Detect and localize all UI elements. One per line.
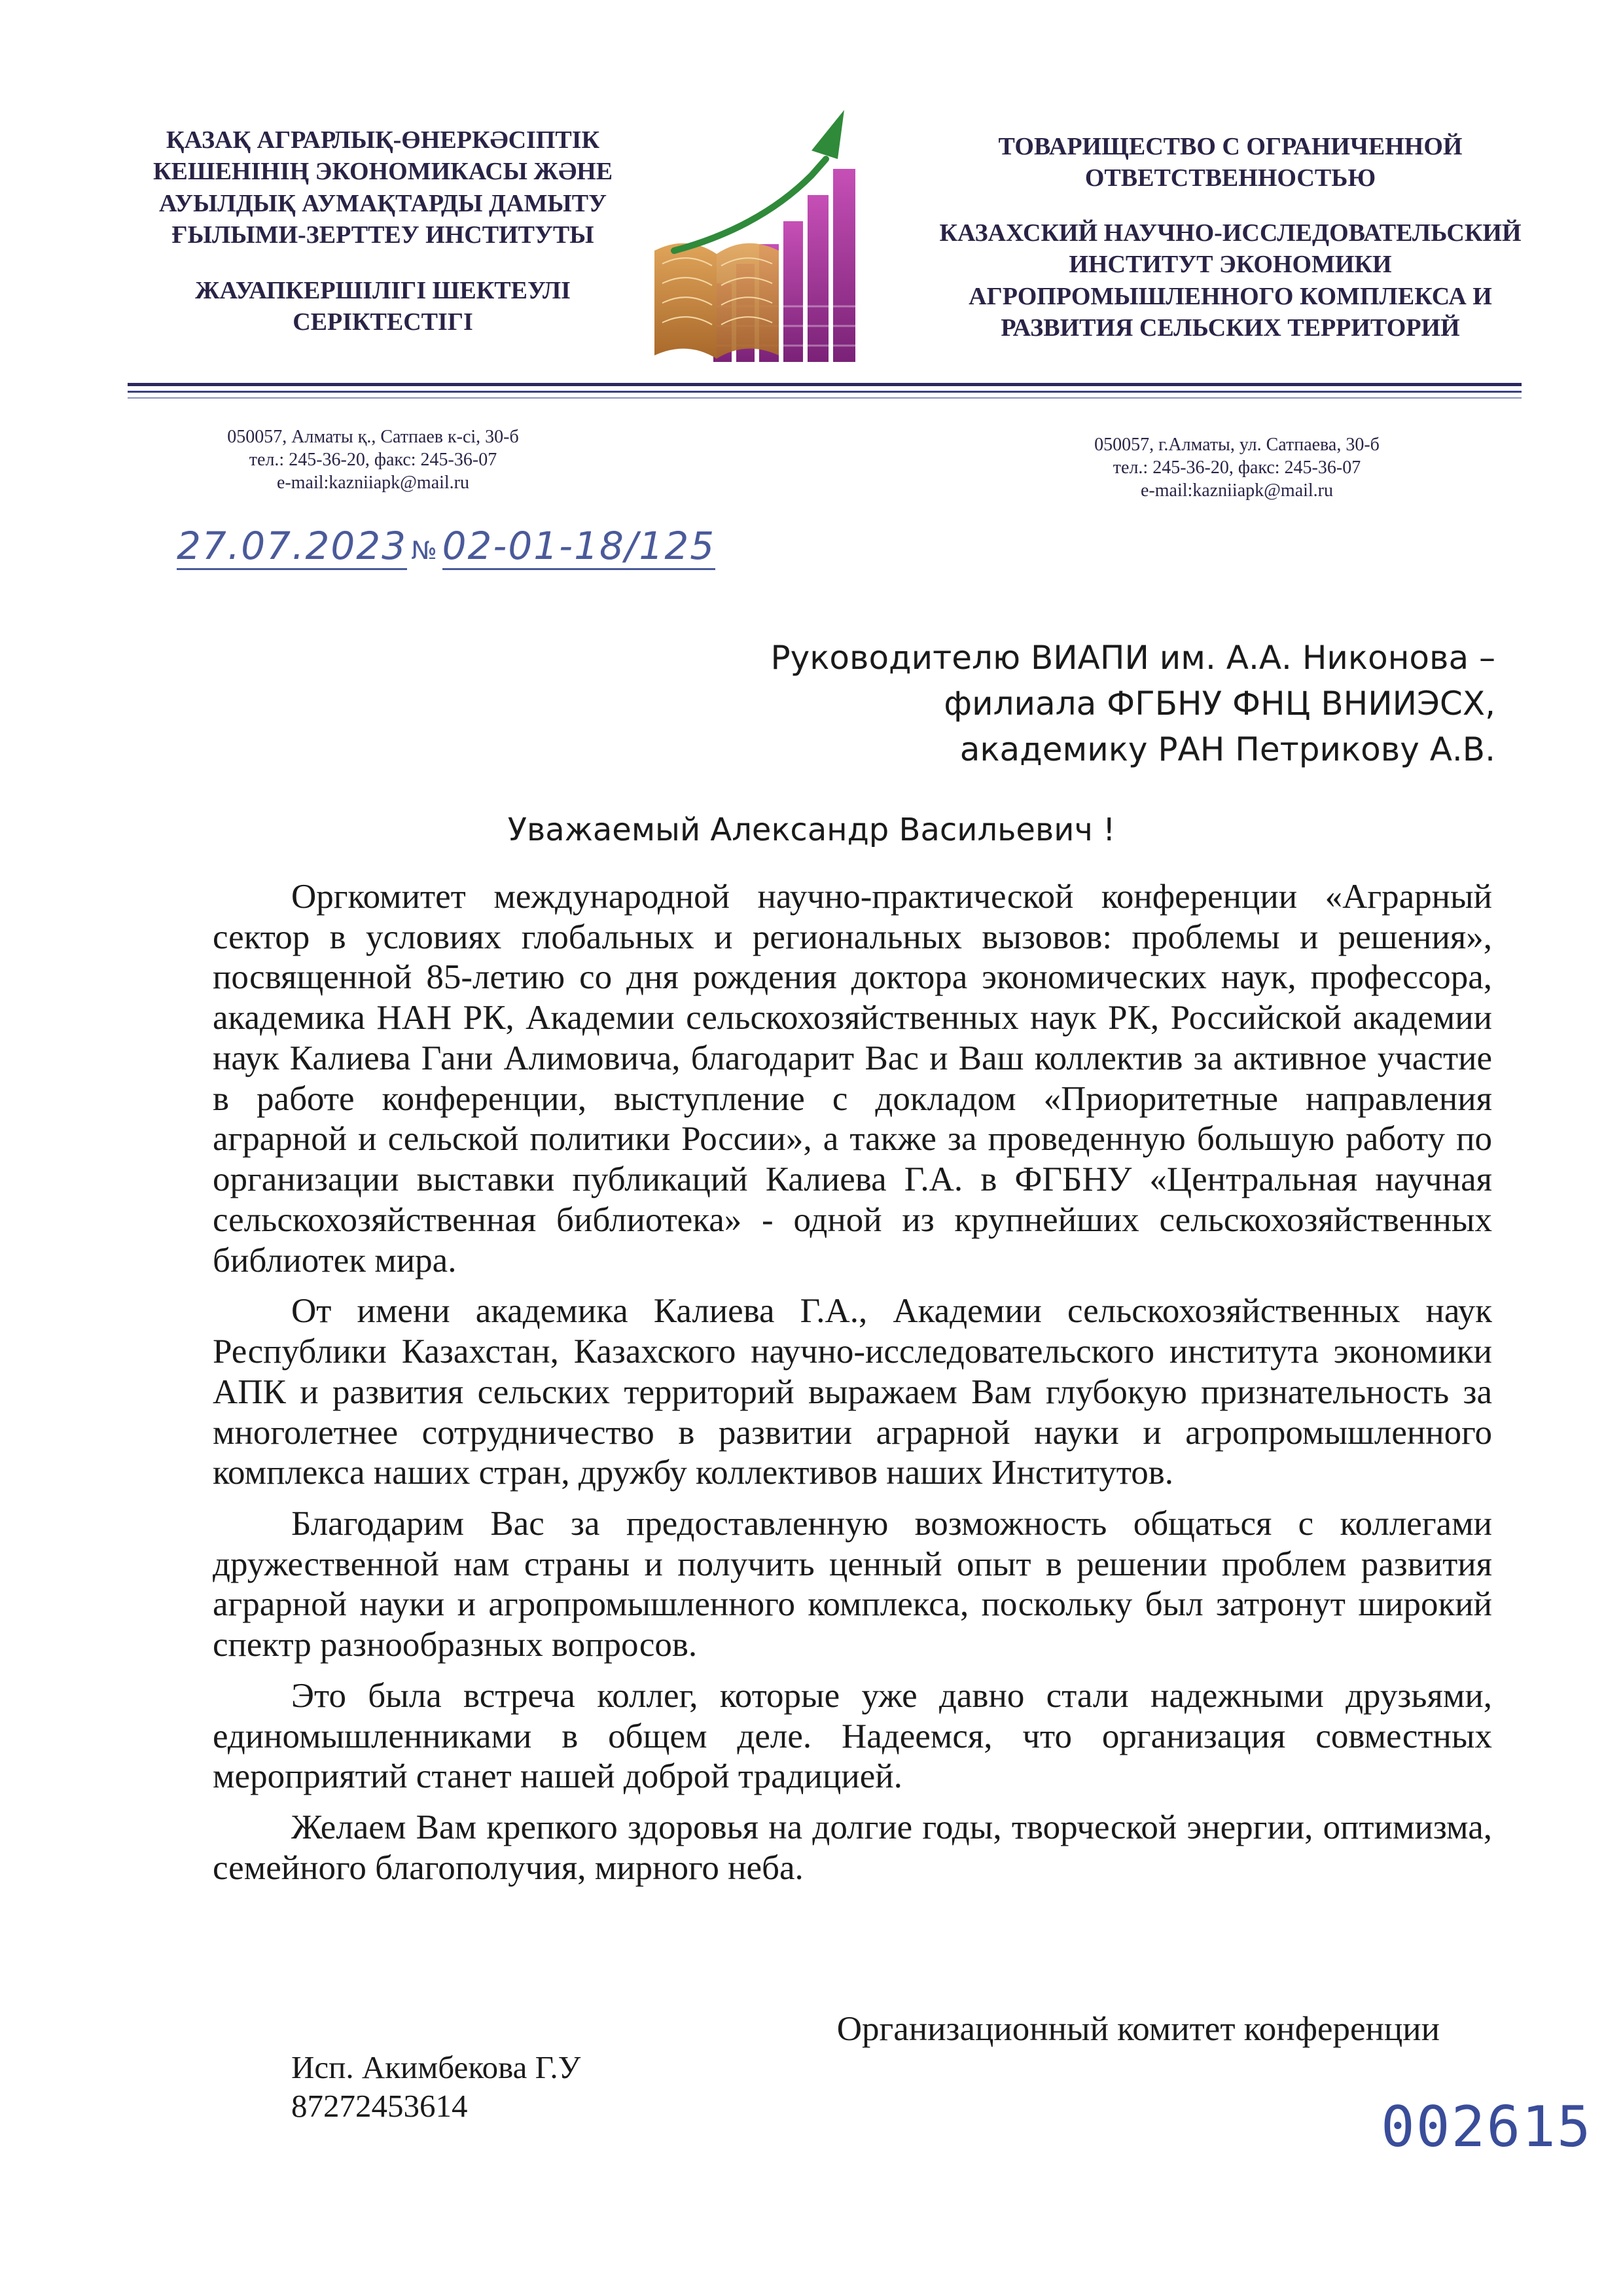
ru-form-line: ТОВАРИЩЕСТВО С ОГРАНИЧЕННОЙ	[998, 133, 1463, 160]
address-line: 050057, Алматы қ., Сатпаев к-сі, 30-б	[227, 427, 519, 447]
book-growth-chart-icon	[648, 97, 890, 365]
header-divider	[128, 397, 1522, 399]
letter-body	[213, 877, 1492, 1899]
signature: Организационный комитет конференции	[836, 2010, 1440, 2048]
body-paragraph: Это была встреча коллег, которые уже давно стали надежными друзьями, единомышленниками в общем деле. Надеемся, что организация совместных мероприятий станет нашей доброй традицией.	[213, 1676, 1492, 1796]
executor	[291, 2049, 580, 2126]
kz-name-line: КЕШЕНІНІҢ ЭКОНОМИКАСЫ ЖӘНЕ	[152, 158, 613, 186]
address-line: 050057, г.Алматы, ул. Сатпаева, 30-б	[1094, 435, 1380, 455]
ru-form-line: ОТВЕТСТВЕННОСТЬЮ	[1084, 164, 1376, 192]
executor-phone: 87272453614	[291, 2087, 468, 2124]
body-paragraph: Желаем Вам крепкого здоровья на долгие годы, творческой энергии, оптимизма, семейного благополучия, мирного неба.	[213, 1808, 1492, 1887]
serial-number: 002615	[1381, 2094, 1592, 2160]
kz-name-line: ҒЫЛЫМИ-ЗЕРТТЕУ ИНСТИТУТЫ	[171, 221, 594, 249]
greeting: Уважаемый Александр Васильевич !	[507, 812, 1116, 848]
body-paragraph: От имени академика Калиева Г.А., Академии сельскохозяйственных наук Республики Казахстан, Казахского научно-исследовательского института экономики АПК и развития сельских территорий выражаем Вам глубокую признательность за многолетнее сотрудничество в развитии аграрной науки и агропромышленного комплекса наших стран, дружбу коллективов наших Институтов.	[213, 1292, 1492, 1492]
ru-institute-name	[916, 217, 1544, 344]
ru-name-line: РАЗВИТИЯ СЕЛЬСКИХ ТЕРРИТОРИЙ	[1001, 314, 1460, 342]
ru-name-line: ИНСТИТУТ ЭКОНОМИКИ	[1069, 251, 1392, 279]
kz-institute-name	[111, 124, 654, 251]
addressee-line: Руководителю ВИАПИ им. А.А. Никонова –	[770, 639, 1495, 677]
kz-form-line: СЕРІКТЕСТІГІ	[293, 308, 473, 336]
address-line: тел.: 245-36-20, факс: 245-36-07	[1113, 457, 1361, 478]
kz-name-line: АУЫЛДЫҚ АУМАҚТАРДЫ ДАМЫТУ	[159, 189, 607, 217]
kz-address	[164, 425, 582, 494]
registration-line	[177, 524, 715, 568]
registration-number: 02-01-18/125	[442, 524, 716, 570]
addressee	[770, 635, 1495, 772]
kz-legal-form	[111, 275, 654, 338]
body-paragraph: Оргкомитет международной научно-практической конференции «Аграрный сектор в условиях глобальных и региональных вызовов: проблемы и решения», посвященной 85-летию со дня рождения доктора экономических наук, профессора, академика НАН РК, Академии сельскохозяйственных наук РК, Российской академии наук Калиева Гани Алимовича, благодарит Вас и Ваш коллектив за активное участие в работе конференции, выступление с докладом «Приоритетные направления аграрной и сельской политики России», а также за проведенную большую работу по организации выставки публикаций Калиева Г.А. в ФГБНУ «Центральная научная сельскохозяйственная библиотека» - одной из крупнейших сельскохозяйственных библиотек мира.	[213, 878, 1492, 1280]
header-divider	[128, 383, 1522, 386]
addressee-line: академику РАН Петрикову А.В.	[959, 730, 1495, 768]
executor-name: Исп. Акимбекова Г.У	[291, 2049, 581, 2085]
registration-date: 27.07.2023	[177, 524, 407, 570]
number-sign: №	[411, 536, 438, 565]
ru-legal-form	[929, 131, 1531, 194]
addressee-line: филиала ФГБНУ ФНЦ ВНИИЭСХ,	[944, 685, 1495, 723]
header-divider	[128, 391, 1522, 393]
ru-address	[1008, 433, 1466, 502]
body-paragraph: Благодарим Вас за предоставленную возможность общаться с коллегами дружественной нам страны и получить ценный опыт в решении проблем развития аграрной науки и агропромышленного комплекса, поскольку был затронут широкий спектр разнообразных вопросов.	[213, 1505, 1492, 1664]
ru-name-line: КАЗАХСКИЙ НАУЧНО-ИССЛЕДОВАТЕЛЬСКИЙ	[939, 219, 1522, 247]
address-line: e-mail:kazniiapk@mail.ru	[1140, 480, 1333, 501]
kz-form-line: ЖАУАПКЕРШІЛІГІ ШЕКТЕУЛІ	[195, 277, 571, 304]
address-line: тел.: 245-36-20, факс: 245-36-07	[249, 450, 497, 470]
ru-name-line: АГРОПРОМЫШЛЕННОГО КОМПЛЕКСА И	[969, 282, 1492, 310]
kz-name-line: ҚАЗАҚ АГРАРЛЫҚ-ӨНЕРКӘСІПТІК	[166, 126, 600, 154]
address-line: e-mail:kazniiapk@mail.ru	[276, 473, 469, 493]
